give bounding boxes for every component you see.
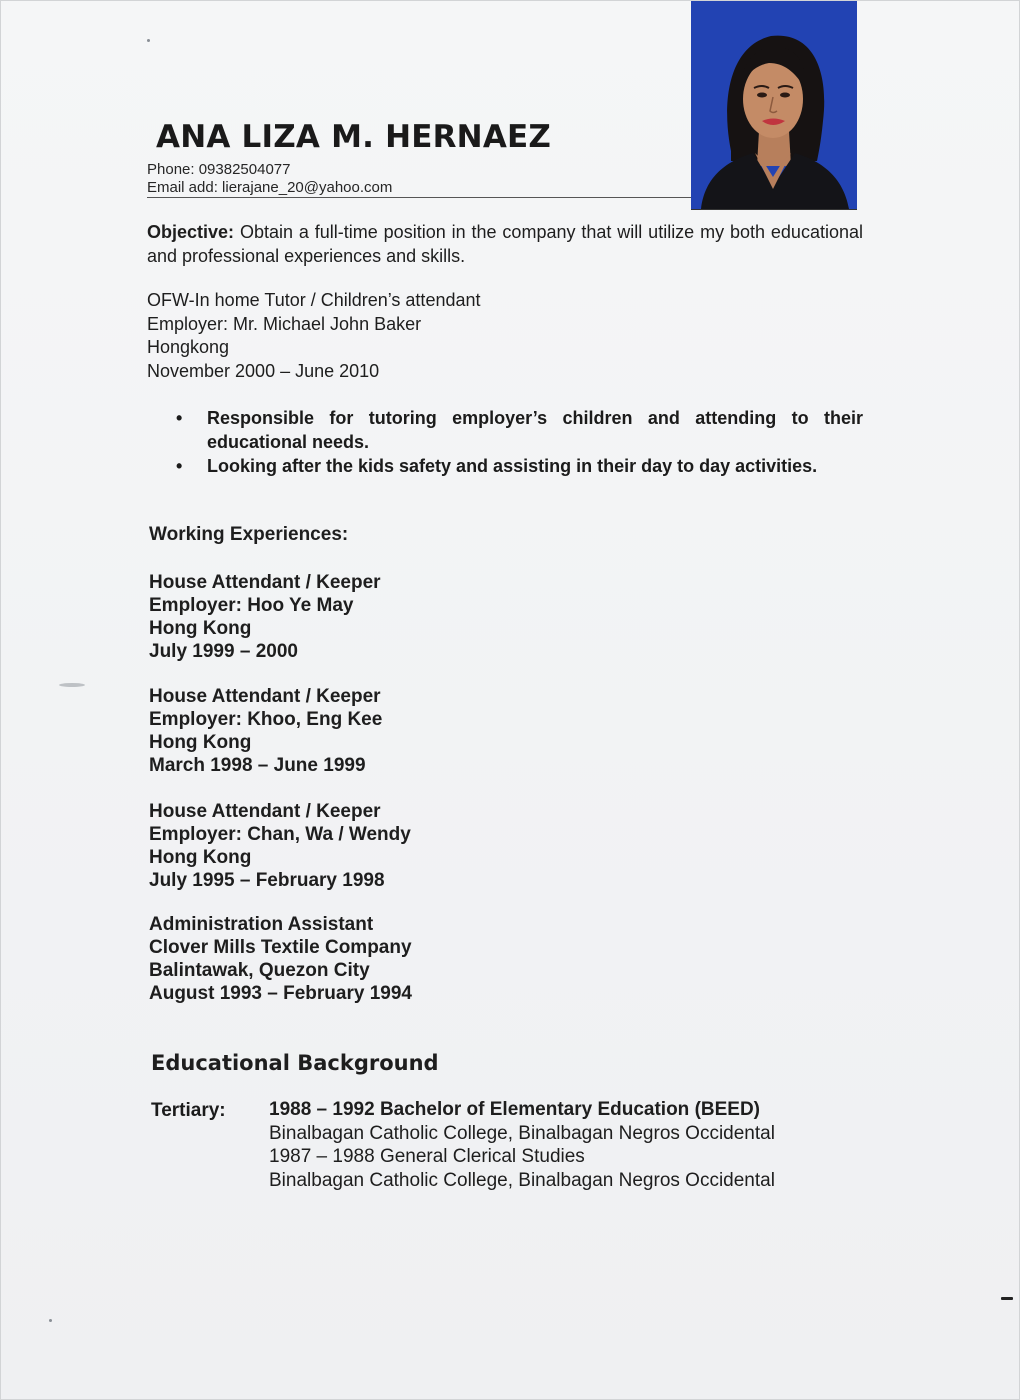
objective-text: Obtain a full-time position in the company that will utilize my both educational and professional experiences and skills. [147,222,863,266]
portrait-photo [691,1,857,210]
objective-label: Objective: [147,222,235,242]
education-degree: 1988 – 1992 Bachelor of Elementary Education (BEED) [269,1099,761,1120]
job-entry [149,685,382,777]
current-job-title: OFW-In home Tutor / Children’s attendant [147,290,481,310]
phone-number: Phone: 09382504077 [147,161,291,178]
job-title: Administration Assistant [149,914,374,935]
header-divider [147,197,692,198]
list-item [176,454,863,478]
education-school: Binalbagan Catholic College, Binalbagan Negros Occidental [269,1122,775,1144]
education-heading: Educational Background [151,1051,439,1075]
objective-paragraph [147,220,863,268]
job-employer: Employer: Hoo Ye May [149,595,354,616]
job-dates: July 1995 – February 1998 [149,870,385,891]
duty-text: Responsible for tutoring employer’s children and attending to their educational needs. [207,408,863,452]
education-school: Binalbagan Catholic College, Binalbagan Negros Occidental [269,1169,775,1191]
bullet-icon: • [176,456,183,476]
job-dates: March 1998 – June 1999 [149,755,366,776]
job-entry [149,571,381,663]
job-title: House Attendant / Keeper [149,572,381,593]
job-title: House Attendant / Keeper [149,686,381,707]
scan-speck [59,683,85,687]
list-item [176,406,863,454]
job-dates: July 1999 – 2000 [149,641,298,662]
scan-speck [1001,1297,1013,1300]
job-employer: Clover Mills Textile Company [149,937,412,958]
scan-speck [49,1319,52,1322]
duties-list [176,406,863,478]
education-details [269,1098,775,1192]
job-location: Hong Kong [149,732,252,753]
duty-text: Looking after the kids safety and assisting in their day to day activities. [207,456,818,476]
job-entry [149,913,412,1005]
scan-speck [147,39,150,42]
job-location: Balintawak, Quezon City [149,960,370,981]
job-employer: Employer: Chan, Wa / Wendy [149,824,411,845]
applicant-name: ANA LIZA M. HERNAEZ [156,119,552,155]
tertiary-label: Tertiary: [151,1100,226,1121]
working-experiences-heading: Working Experiences: [149,524,349,545]
job-location: Hong Kong [149,847,252,868]
current-job-block [147,289,863,383]
email-address: Email add: lierajane_20@yahoo.com [147,179,393,196]
job-employer: Employer: Khoo, Eng Kee [149,709,383,730]
job-dates: August 1993 – February 1994 [149,983,412,1004]
current-job-dates: November 2000 – June 2010 [147,360,380,381]
bullet-icon: • [176,408,183,428]
job-location: Hong Kong [149,618,252,639]
education-degree: 1987 – 1988 General Clerical Studies [269,1146,585,1167]
job-entry [149,800,411,892]
job-title: House Attendant / Keeper [149,801,381,822]
current-job-location: Hongkong [147,337,230,357]
current-job-employer: Employer: Mr. Michael John Baker [147,313,422,334]
portrait-icon [691,1,857,209]
